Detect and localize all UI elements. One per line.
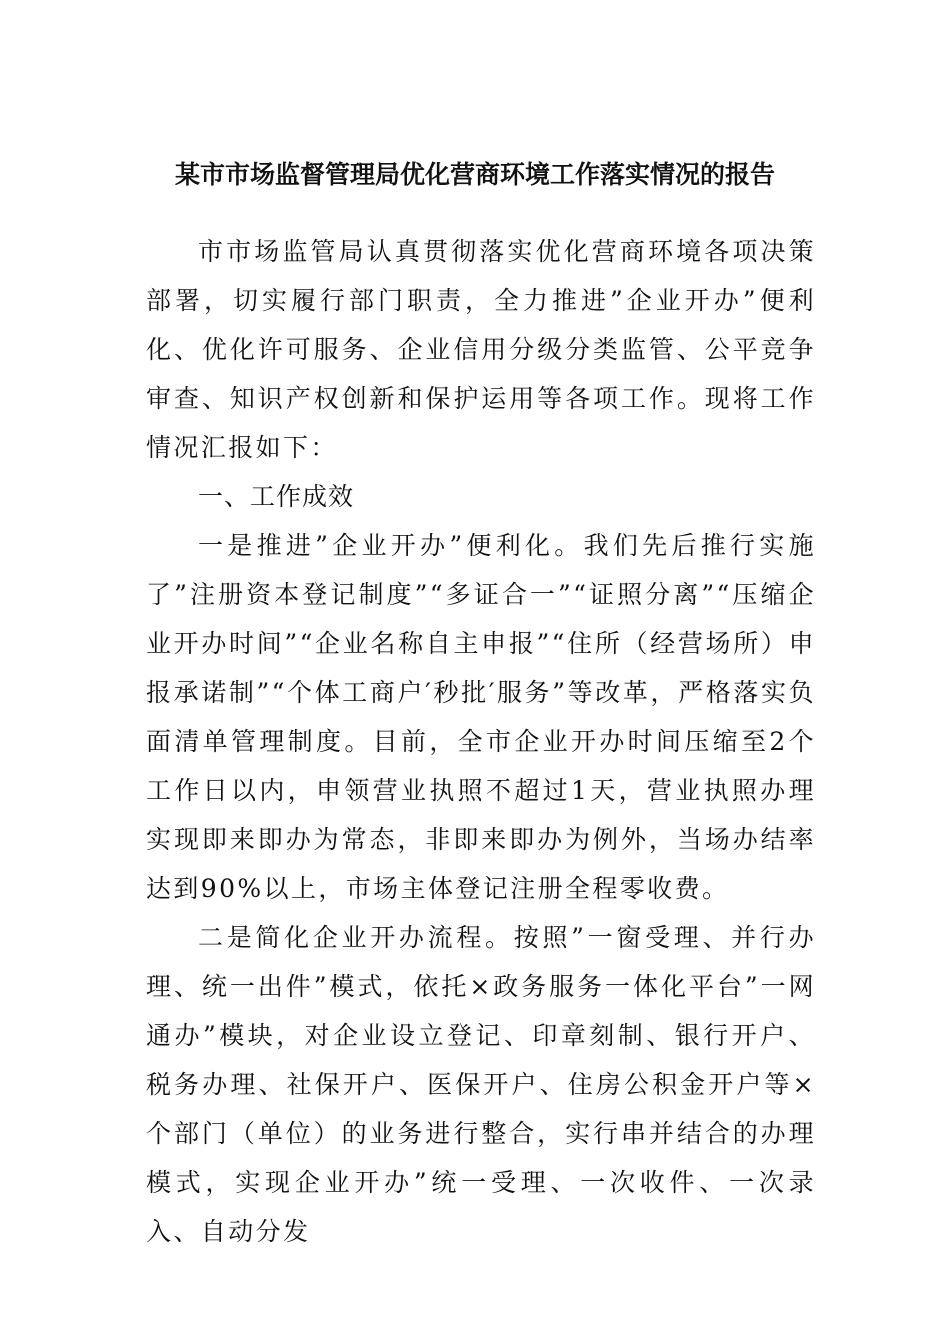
section-heading: 一、工作成效 <box>198 482 355 511</box>
intro-paragraph: 市市场监管局认真贯彻落实优化营商环境各项决策部署，切实履行部门职责，全力推进”企业开办”便利化、优化许可服务、企业信用分级分类监管、公平竞争审查、知识产权创新和保护运用等各项工作。现将工作情况汇报如下： <box>146 237 816 462</box>
document-body <box>146 227 816 1256</box>
document-title: 某市市场监督管理局优化营商环境工作落实情况的报告 <box>174 160 775 189</box>
paragraph-2: 二是简化企业开办流程。按照”一窗受理、并行办理、统一出件”模式，依托×政务服务一体化平台”一网通办”模块，对企业设立登记、印章刻制、银行开户、税务办理、社保开户、医保开户、住房公积金开户等×个部门（单位）的业务进行整合，实行串并结合的办理模式，实现企业开办”统一受理、一次收件、一次录入、自动分发 <box>146 923 816 1246</box>
paragraph-1: 一是推进”企业开办”便利化。我们先后推行实施了”注册资本登记制度”“多证合一”“证照分离”“压缩企业开办时间”“企业名称自主申报”“住所（经营场所）申报承诺制”“个体工商户′秒批′服务”等改革，严格落实负面清单管理制度。目前，全市企业开办时间压缩至2个工作日以内，申领营业执照不超过1天，营业执照办理实现即来即办为常态，非即来即办为例外，当场办结率达到90%以上，市场主体登记注册全程零收费。 <box>146 531 816 903</box>
